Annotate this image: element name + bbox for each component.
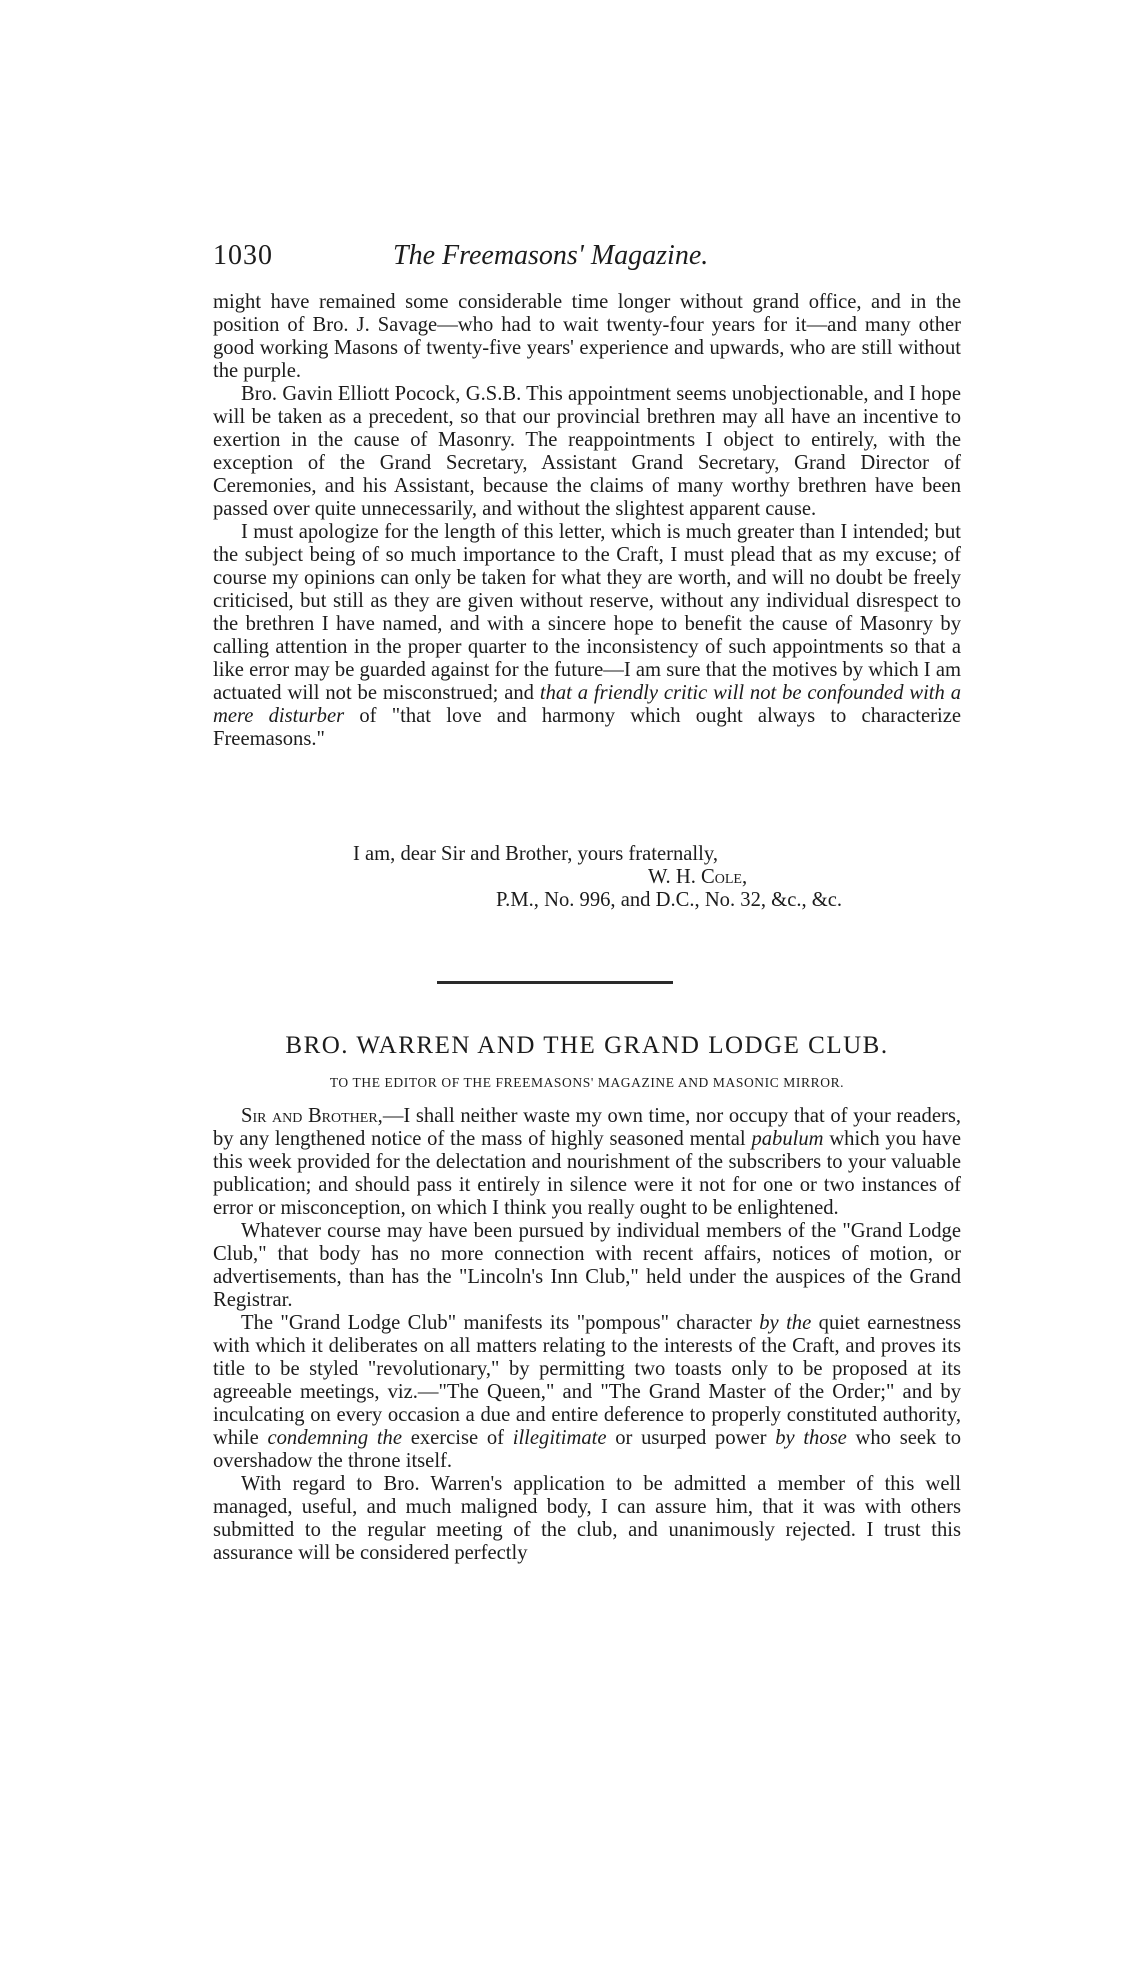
salutation: Sir and Brother, (241, 1105, 383, 1127)
section-divider (437, 981, 673, 984)
article-p1-text-2: which you have this week provided for the delectation and nourishment of the subscribers to your valuable publication; and should pass it entirely in silence were it not for one or two instances of error or misconception, on which I think you really ought to be enlightened. (213, 1128, 961, 1219)
article-p3-italic-1: by the (759, 1312, 812, 1334)
article-p3-text-5: who seek to overshadow the throne itself. (213, 1427, 962, 1472)
article-subtitle: TO THE EDITOR OF THE FREEMASONS' MAGAZINE AND MASONIC MIRROR. (329, 1075, 845, 1090)
letter1-p3-text-1: I must apologize for the length of this letter, which is much greater than I intended; but the subject being of so much importance to the Craft, I must plead that as my excuse; of course my opinions can only be taken for what they are worth, and will no doubt be freely criticised, but still as they are given without reserve, without any individual disrespect to the brethren I have named, and with a sincere hope to benefit the cause of Masonry by calling attention in the proper quarter to the inconsistency of such appointments so that a like error may be guarded against for the future—I am sure that the motives by which I am actuated will not be misconstrued; and (213, 521, 961, 704)
running-title: The Freemasons' Magazine. (393, 240, 709, 271)
article-p3-italic-2: condemning the (267, 1427, 402, 1449)
article-p3-text-2: quiet earnestness with which it deliberates on all matters relating to the interests of the Craft, and proves its title to be styled "revolutionary," by permitting two toasts only to be proposed at its agreeable meetings, viz.—"The Queen," and "The Grand Master of the Order;" and by inculcating on every occasion a due and entire deference to properly constituted authority, while (213, 1312, 961, 1449)
letter1-paragraph-2: Bro. Gavin Elliott Pocock, G.S.B. This appointment seems unobjectionable, and I hope will be taken as a precedent, so that our provincial brethren may all have an incentive to exertion in the cause of Masonry. The reappointments I object to entirely, with the exception of the Grand Secretary, Assistant Grand Secretary, Grand Director of Ceremonies, and his Assistant, because the claims of many worthy brethren have been passed over quite unnecessarily, and without the slightest apparent cause. (213, 383, 961, 520)
letter1-p3-italic: that a friendly critic will not be confounded with a mere disturber (213, 682, 961, 727)
letter-continuation (213, 291, 961, 751)
article-p1-italic: pabulum (751, 1128, 824, 1150)
article-paragraph-3 (213, 1312, 961, 1473)
article-body (213, 1105, 961, 1565)
letter-closing: I am, dear Sir and Brother, yours fraternally, (353, 843, 718, 865)
article-p3-text-3: exercise of (402, 1427, 513, 1449)
article-p3-italic-3: illegitimate (512, 1427, 607, 1449)
article-p3-text-4: or usurped power (606, 1427, 776, 1449)
letter1-paragraph-3 (213, 521, 961, 751)
article-p3-text-1: The "Grand Lodge Club" manifests its "pompous" character (241, 1312, 760, 1334)
article-title: BRO. WARREN AND THE GRAND LODGE CLUB. (285, 1032, 889, 1059)
page-header (213, 240, 963, 280)
article-p1-text-1: —I shall neither waste my own time, nor occupy that of your readers, by any lengthened notice of the mass of highly seasoned mental (213, 1105, 961, 1150)
article-p3-italic-4: by those (775, 1427, 847, 1449)
letter1-paragraph-1: might have remained some considerable time longer without grand office, and in the position of Bro. J. Savage—who had to wait twenty-four years for it—and many other good working Masons of twenty-five years' experience and upwards, who are still without the purple. (213, 291, 961, 382)
article-paragraph-1 (213, 1105, 961, 1220)
letter1-p3-text-2: of "that love and harmony which ought always to characterize Freemasons." (213, 705, 961, 750)
signer-name: W. H. Cole, (648, 866, 748, 888)
page-number: 1030 (213, 240, 273, 271)
article-paragraph-2: Whatever course may have been pursued by individual members of the "Grand Lodge Club," that body has no more connection with recent affairs, notices of motion, or advertisements, than has the "Lincoln's Inn Club," held under the auspices of the Grand Registrar. (213, 1220, 961, 1311)
article-paragraph-4: With regard to Bro. Warren's application to be admitted a member of this well managed, useful, and much maligned body, I can assure him, that it was with others submitted to the regular meeting of the club, and unanimously rejected. I trust this assurance will be considered perfectly (213, 1473, 961, 1564)
signer-title: P.M., No. 996, and D.C., No. 32, &c., &c. (496, 889, 843, 911)
signature-block (213, 843, 961, 913)
